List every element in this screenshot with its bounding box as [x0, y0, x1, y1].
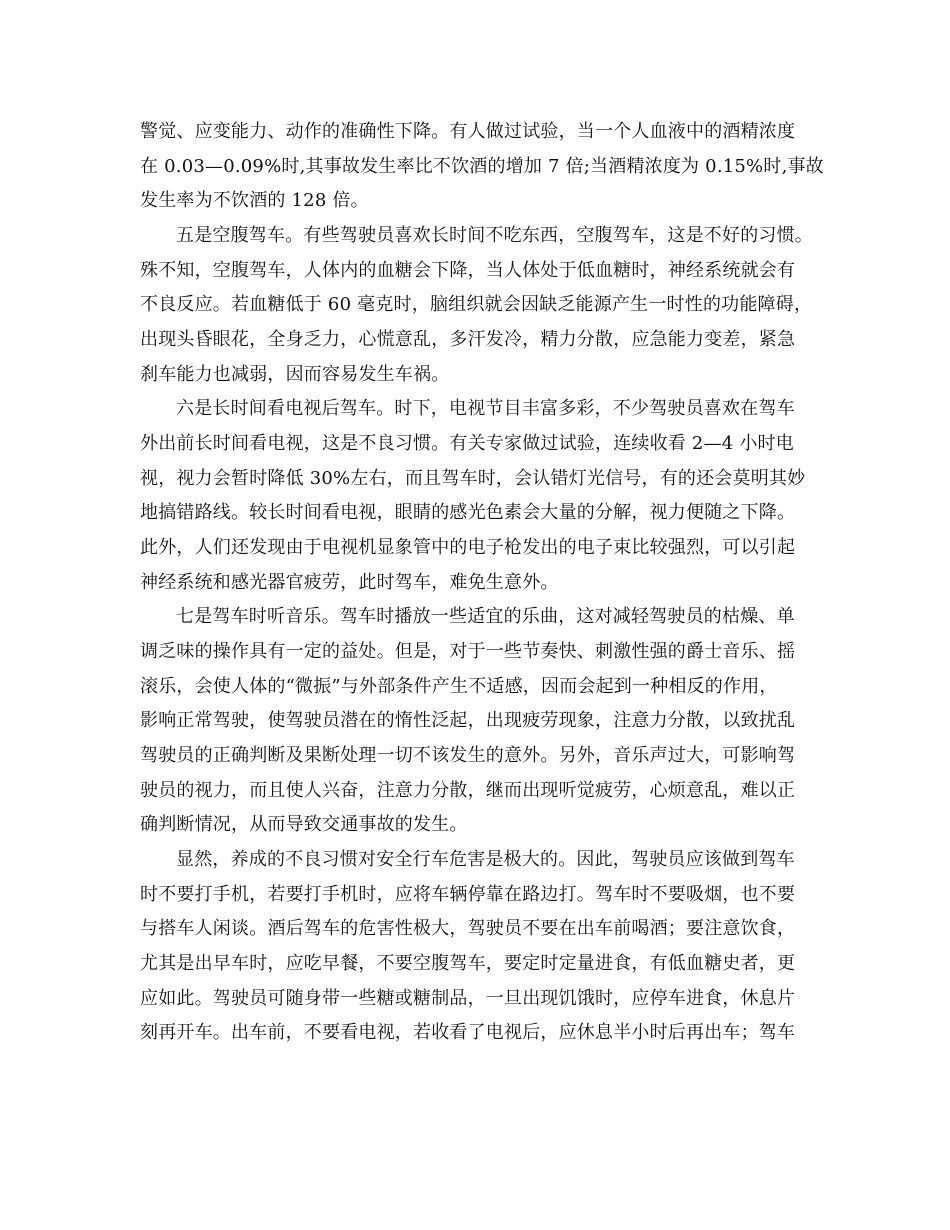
text-line: 出现头昏眼花，全身乏力，心慌意乱，多汗发冷，精力分散，应急能力变差，紧急 — [140, 329, 796, 350]
text-line: 刻再开车。出车前，不要看电视，若收看了电视后，应休息半小时后再出车；驾车 — [140, 1022, 796, 1043]
paragraph-start-line: 七是驾车时听音乐。驾车时播放一些适宜的乐曲，这对减轻驾驶员的枯燥、单 — [176, 606, 795, 627]
text-line: 与搭车人闲谈。酒后驾车的危害性极大，驾驶员不要在出车前喝酒；要注意饮食， — [140, 918, 796, 939]
text-line: 在 0.03—0.09%时,其事故发生率比不饮酒的增加 7 倍;当酒精浓度为 0.15%时,事故 — [140, 156, 824, 177]
text-line: 殊不知，空腹驾车，人体内的血糖会下降，当人体处于低血糖时，神经系统就会有 — [140, 260, 796, 281]
text-line: 时不要打手机，若要打手机时，应将车辆停靠在路边打。驾车时不要吸烟，也不要 — [140, 884, 796, 905]
text-line: 驾驶员的正确判断及果断处理一切不该发生的意外。另外，音乐声过大，可影响驾 — [140, 745, 796, 766]
text-line: 刹车能力也减弱，因而容易发生车祸。 — [140, 364, 450, 385]
paragraph-start-line: 五是空腹驾车。有些驾驶员喜欢长时间不吃东西，空腹驾车，这是不好的习惯。 — [176, 225, 813, 246]
text-line: 影响正常驾驶，使驾驶员潜在的惰性泛起，出现疲劳现象，注意力分散，以致扰乱 — [140, 710, 796, 731]
text-line: 不良反应。若血糖低于 60 毫克时，脑组织就会因缺乏能源产生一时性的功能障碍， — [140, 294, 813, 315]
text-line: 地搞错路线。较长时间看电视，眼睛的感光色素会大量的分解，视力便随之下降。 — [140, 502, 796, 523]
text-line: 应如此。驾驶员可随身带一些糖或糖制品，一旦出现饥饿时，应停车进食，休息片 — [140, 988, 796, 1009]
text-line: 调乏味的操作具有一定的益处。但是，对于一些节奏快、刺激性强的爵士音乐、摇 — [140, 641, 796, 662]
text-line: 滚乐，会使人体的“微振”与外部条件产生不适感，因而会起到一种相反的作用， — [140, 676, 778, 697]
text-line: 视，视力会暂时降低 30%左右，而且驾车时，会认错灯光信号，有的还会莫明其妙 — [140, 468, 806, 489]
text-line: 发生率为不饮酒的 128 倍。 — [140, 190, 369, 211]
text-line: 驶员的视力，而且使人兴奋，注意力分散，继而出现听觉疲劳，心烦意乱，难以正 — [140, 780, 796, 801]
text-line: 确判断情况，从而导致交通事故的发生。 — [140, 814, 468, 835]
text-line: 外出前长时间看电视，这是不良习惯。有关专家做过试验，连续收看 2—4 小时电 — [140, 433, 794, 454]
paragraph-start-line: 六是长时间看电视后驾车。时下，电视节目丰富多彩，不少驾驶员喜欢在驾车 — [176, 398, 795, 419]
text-line: 警觉、应变能力、动作的准确性下降。有人做过试验，当一个人血液中的酒精浓度 — [140, 121, 796, 142]
paragraph-start-line: 显然，养成的不良习惯对安全行车危害是极大的。因此，驾驶员应该做到驾车 — [176, 849, 795, 870]
text-line: 神经系统和感光器官疲劳，此时驾车，难免生意外。 — [140, 572, 559, 593]
text-line: 尤其是出早车时，应吃早餐，不要空腹驾车，要定时定量进食，有低血糖史者，更 — [140, 953, 796, 974]
text-line: 此外，人们还发现由于电视机显象管中的电子枪发出的电子束比较强烈，可以引起 — [140, 537, 796, 558]
